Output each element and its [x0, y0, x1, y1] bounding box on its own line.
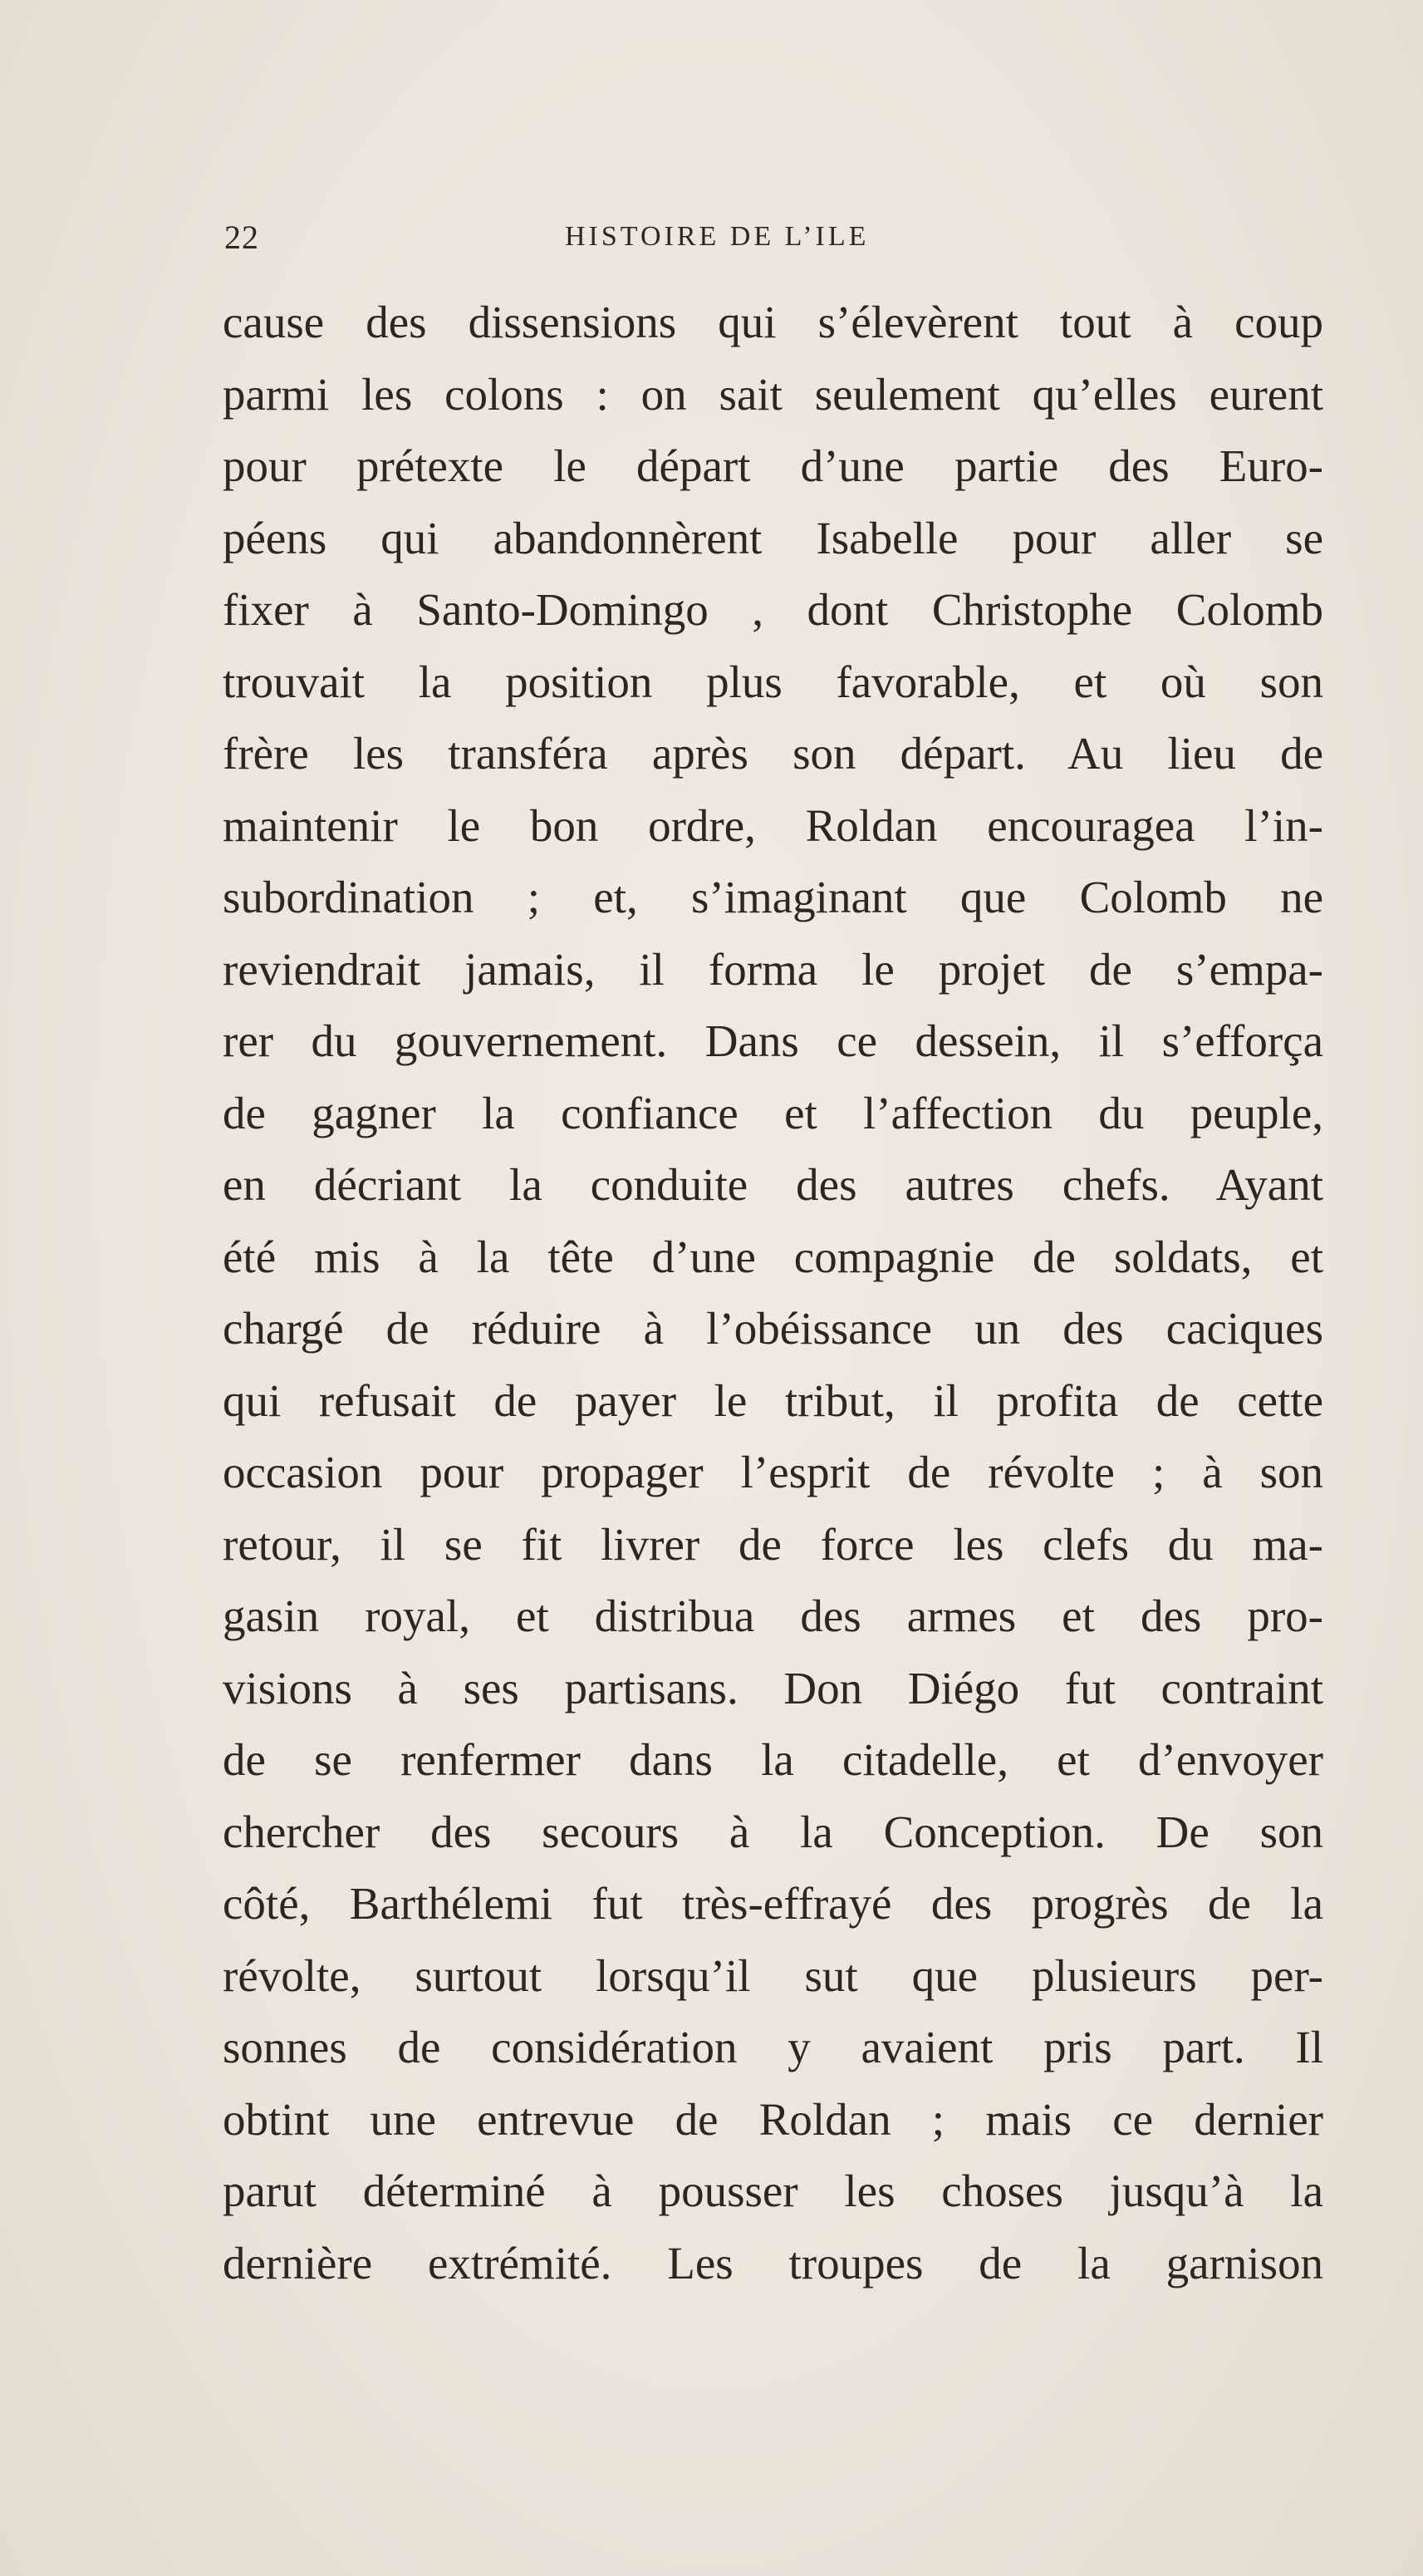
text-line: occasion pour propager l’esprit de révolte ; à son	[223, 1447, 1323, 1497]
text-line: rer du gouvernement. Dans ce dessein, il s’efforça	[223, 1015, 1323, 1066]
text-line: côté, Barthélemi fut très-effrayé des progrès de la	[223, 1878, 1323, 1929]
text-line: chargé de réduire à l’obéissance un des caciques	[223, 1303, 1323, 1354]
text-line: de se renfermer dans la citadelle, et d’envoyer	[223, 1734, 1323, 1785]
text-line: obtint une entrevue de Roldan ; mais ce dernier	[223, 2093, 1323, 2145]
text-line: maintenir le bon ordre, Roldan encouragea l’in-	[223, 799, 1323, 851]
page-header	[224, 218, 1333, 258]
text-line: péens qui abandonnèrent Isabelle pour aller se	[223, 512, 1323, 563]
text-line: chercher des secours à la Conception. De son	[223, 1806, 1323, 1857]
text-line: dernière extrémité. Les troupes de la garnison	[223, 2237, 1323, 2288]
text-line: gasin royal, et distribua des armes et des pro-	[223, 1590, 1323, 1641]
text-line: cause des dissensions qui s’élevèrent tout à coup	[223, 297, 1323, 347]
text-line: de gagner la confiance et l’affection du peuple,	[223, 1087, 1323, 1138]
text-line: reviendrait jamais, il forma le projet de s’empa-	[223, 943, 1323, 995]
page-number: 22	[224, 219, 259, 256]
text-line: qui refusait de payer le tribut, il profita de cette	[223, 1374, 1323, 1426]
text-line: trouvait la position plus favorable, et où son	[223, 656, 1323, 707]
text-line: fixer à Santo-Domingo , dont Christophe Colomb	[223, 584, 1323, 635]
running-title: HISTOIRE DE L’ILE	[565, 221, 870, 252]
text-line: retour, il se fit livrer de force les clefs du ma-	[223, 1518, 1323, 1570]
text-line: été mis à la tête d’une compagnie de soldats, et	[223, 1231, 1323, 1282]
text-line: subordination ; et, s’imaginant que Colomb ne	[223, 872, 1323, 922]
body-text	[223, 287, 1323, 2299]
text-line: visions à ses partisans. Don Diégo fut contraint	[223, 1662, 1323, 1713]
text-line: sonnes de considération y avaient pris part. Il	[223, 2022, 1323, 2072]
text-line: frère les transféra après son départ. Au lieu de	[223, 728, 1323, 779]
text-line: parut déterminé à pousser les choses jusqu’à la	[223, 2166, 1323, 2216]
text-line: pour prétexte le départ d’une partie des Euro-	[223, 440, 1323, 491]
text-line: parmi les colons : on sait seulement qu’elles eurent	[223, 368, 1323, 420]
text-line: en décriant la conduite des autres chefs. Ayant	[223, 1159, 1323, 1210]
text-line: révolte, surtout lorsqu’il sut que plusieurs per-	[223, 1949, 1323, 2001]
